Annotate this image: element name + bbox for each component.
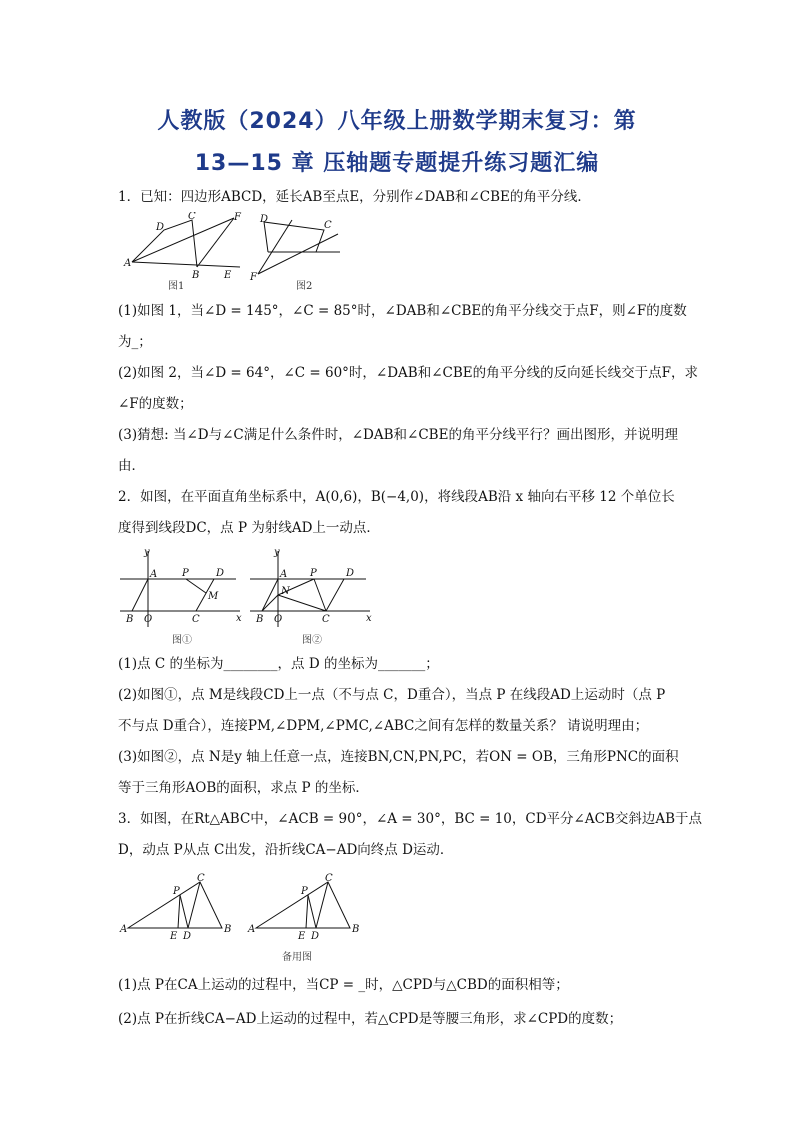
page-title-line1: 人教版（2024）八年级上册数学期末复习：第 xyxy=(157,109,637,134)
q2-stem-b: 度得到线段DC，点 P 为射线AD上一动点． xyxy=(118,520,380,536)
q1-fig1-label-a: A xyxy=(124,258,132,269)
q2-fig2-seg-cn xyxy=(278,595,326,611)
q2-fig2-label-p: P xyxy=(310,568,317,579)
q2-fig2-caption: 图② xyxy=(302,635,322,646)
q3-figure-2 xyxy=(246,872,366,942)
q2-fig2-seg-pc xyxy=(314,579,326,611)
q2-stem-a: 2．如图，在平面直角坐标系中，A(0,6)，B(−4,0)，将线段AB沿 x 轴向右平移 12 个单位长 xyxy=(118,489,675,505)
q1-fig1-label-c: C xyxy=(188,212,196,222)
q3-fig1-label-e: E xyxy=(170,931,178,942)
q2-fig2-label-c: C xyxy=(322,614,330,625)
q2-figure-1 xyxy=(118,545,244,631)
q2-fig2-label-x: x xyxy=(366,613,372,624)
q1-fig1-caption: 图1 xyxy=(168,281,185,292)
q3-stem-b: D，动点 P从点 C出发，沿折线CA−AD向终点 D运动． xyxy=(118,842,454,858)
q2-part1: (1)点 C 的坐标为________，点 D 的坐标为_______； xyxy=(118,656,439,672)
page-title-line2: 13—15 章 压轴题专题提升练习题汇编 xyxy=(194,151,600,176)
q1-fig2-label-d: D xyxy=(260,214,269,225)
q1-fig1-bisector-a xyxy=(132,218,234,262)
q1-fig2-label-c: C xyxy=(324,220,332,231)
q2-part3-a: (3)如图②，点 N是y 轴上任意一点，连接BN,CN,PN,PC，若ON = OB，三角形PNC的面积 xyxy=(118,749,679,765)
q2-fig2-label-a: A xyxy=(280,569,288,580)
q1-fig1-quad xyxy=(132,220,197,267)
q1-fig1-label-e: E xyxy=(224,270,232,281)
q2-fig2-label-d: D xyxy=(346,568,355,579)
q3-fig2-seg-pe xyxy=(306,895,308,928)
q3-stem-a: 3．如图，在Rt△ABC中，∠ACB = 90°，∠A = 30°，BC = 10，CD平分∠ACB交斜边AB于点 xyxy=(118,811,703,827)
q1-part3-a: (3)猜想: 当∠D与∠C满足什么条件时，∠DAB和∠CBE的角平分线平行？画出图形，并说明理 xyxy=(118,427,678,443)
q3-fig1-label-b: B xyxy=(224,924,232,935)
q1-fig2-caption: 图2 xyxy=(296,281,313,292)
q1-fig2-bisector-b xyxy=(258,234,338,274)
q2-part3-b: 等于三角形AOB的面积，求点 P 的坐标． xyxy=(118,780,369,796)
q3-fig1-label-c: C xyxy=(197,873,205,884)
q2-fig1-label-m: M xyxy=(208,591,219,602)
q3-fig2-seg-pd xyxy=(308,895,316,928)
q2-fig2-label-b: B xyxy=(256,614,264,625)
q2-fig2-label-n: N xyxy=(281,586,290,597)
q1-fig1-line-ae xyxy=(132,262,240,267)
q2-fig1-label-o: O xyxy=(144,614,153,625)
q1-fig2-label-f: F xyxy=(250,272,257,283)
q2-fig2-seg-bn xyxy=(262,595,278,611)
q1-fig2-quad xyxy=(264,222,324,252)
q3-figure-1 xyxy=(118,872,238,942)
q2-figure-2 xyxy=(248,545,374,631)
q3-fig1-label-p: P xyxy=(173,886,180,897)
q2-fig1-label-y: y xyxy=(144,547,150,558)
q3-fig2-label-b: B xyxy=(352,924,360,935)
q2-fig2-seg-cd xyxy=(326,579,344,611)
q1-part2-b: ∠F的度数； xyxy=(118,396,193,412)
q3-fig1-seg-pe xyxy=(178,895,180,928)
q3-fig2-label-c: C xyxy=(325,873,333,884)
q3-part1: (1)点 P在CA上运动的过程中，当CP = _时，△CPD与△CBD的面积相等； xyxy=(118,977,569,993)
q1-figure-1 xyxy=(122,212,250,288)
q1-stem: 1．已知：四边形ABCD，延长AB至点E，分别作∠DAB和∠CBE的角平分线． xyxy=(118,189,591,205)
q2-fig1-label-x: x xyxy=(236,613,242,624)
q3-fig2-label-e: E xyxy=(298,931,306,942)
q3-fig1-label-a: A xyxy=(120,924,128,935)
q3-fig1-label-d: D xyxy=(183,931,192,942)
q3-fig1-seg-pd xyxy=(180,895,188,928)
q2-part2-b: 不与点 D重合），连接PM,∠DPM,∠PMC,∠ABC之间有怎样的数量关系？ 请说明理由； xyxy=(118,718,649,734)
q2-fig1-label-c: C xyxy=(192,614,200,625)
q1-fig1-label-f: F xyxy=(234,212,241,223)
q3-fig2-caption: 备用图 xyxy=(282,952,312,963)
q3-fig2-label-a: A xyxy=(248,924,256,935)
q1-part1-b: 为_； xyxy=(118,334,152,350)
q1-fig1-label-b: B xyxy=(192,270,200,281)
q2-fig1-label-p: P xyxy=(182,568,189,579)
q1-part1-a: (1)如图 1，当∠D = 145°，∠C = 85°时，∠DAB和∠CBE的角平分线交于点F，则∠F的度数 xyxy=(118,303,687,319)
q1-part2-a: (2)如图 2，当∠D = 64°，∠C = 60°时，∠DAB和∠CBE的角平分线的反向延长线交于点F，求 xyxy=(118,365,699,381)
q2-fig1-seg-pm xyxy=(186,579,206,593)
q1-part3-b: 由． xyxy=(118,458,145,474)
q1-fig1-label-d: D xyxy=(156,222,165,233)
q3-fig2-label-p: P xyxy=(301,886,308,897)
q3-fig2-label-d: D xyxy=(311,931,320,942)
q2-part2-a: (2)如图①，点 M是线段CD上一点（不与点 C，D重合），当点 P 在线段AD上运动时（点 P xyxy=(118,687,666,703)
q2-fig2-label-y: y xyxy=(274,547,280,558)
q2-fig1-label-b: B xyxy=(126,614,134,625)
q2-fig2-seg-ab xyxy=(262,579,278,611)
q2-fig1-seg-ab xyxy=(132,579,148,611)
q2-fig1-label-d: D xyxy=(216,568,225,579)
q2-fig2-label-o: O xyxy=(274,614,283,625)
q2-fig1-label-a: A xyxy=(150,569,158,580)
q2-fig1-caption: 图① xyxy=(172,635,192,646)
q3-part2: (2)点 P在折线CA−AD上运动的过程中，若△CPD是等腰三角形，求∠CPD的度数； xyxy=(118,1011,623,1027)
q1-fig1-bisector-b xyxy=(197,218,234,267)
